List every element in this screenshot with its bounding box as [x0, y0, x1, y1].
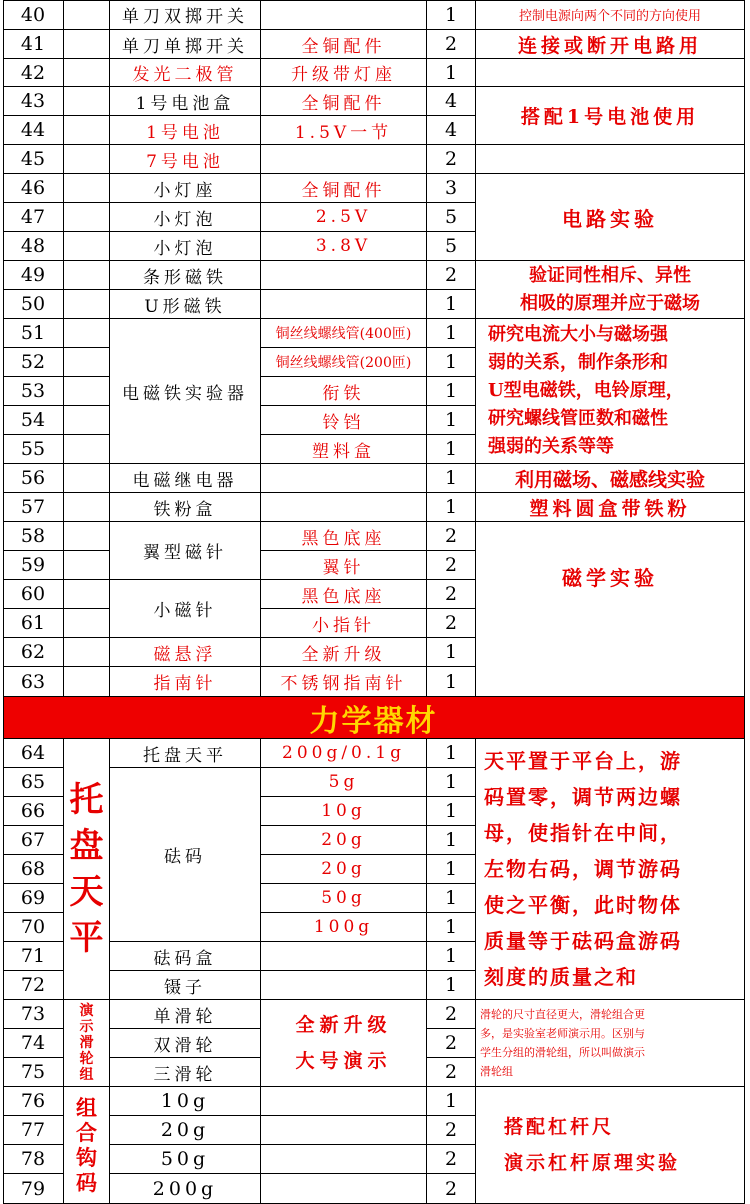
- item-qty: 1: [427, 826, 476, 855]
- row-number: 55: [3, 435, 64, 464]
- row-number: 71: [3, 942, 64, 971]
- item-spec: 全新升级: [261, 638, 427, 667]
- blank-cell: [64, 319, 110, 348]
- row-number: 51: [3, 319, 64, 348]
- item-qty: 1: [427, 768, 476, 797]
- note-pulley-line: 学生分组的滑轮组，所以叫做演示: [480, 1046, 645, 1059]
- item-qty: 2: [427, 1174, 476, 1204]
- row-number: 75: [3, 1058, 64, 1087]
- item-spec: 小指针: [261, 609, 427, 638]
- item-qty: 2: [427, 261, 476, 290]
- item-qty: 1: [427, 739, 476, 768]
- item-name: U形磁铁: [110, 290, 261, 319]
- note-pulley-line: 多，是实验室老师演示用。区别与: [480, 1027, 645, 1040]
- note-balance-line: 码置零，调节两边螺: [484, 785, 682, 809]
- item-qty: 1: [427, 884, 476, 913]
- item-qty: 2: [427, 1000, 476, 1029]
- item-qty: 1: [427, 942, 476, 971]
- item-spec: 不锈钢指南针: [261, 667, 427, 697]
- group-label-hook-line: 钩: [76, 1145, 97, 1170]
- item-qty: 5: [427, 232, 476, 261]
- item-qty: 1: [427, 0, 476, 30]
- note-balance-line: 刻度的质量之和: [484, 965, 638, 989]
- blank-cell: [64, 435, 110, 464]
- item-spec: 黑色底座: [261, 580, 427, 609]
- item-spec: [261, 942, 427, 971]
- row-number: 56: [3, 464, 64, 493]
- row-number: 68: [3, 855, 64, 884]
- item-spec: [261, 464, 427, 493]
- note-switch-single: 连接或断开电路用: [476, 30, 745, 59]
- row-number: 66: [3, 797, 64, 826]
- item-qty: 5: [427, 203, 476, 232]
- note-electromagnet-line: 研究螺线管匝数和磁性: [488, 408, 668, 429]
- item-spec: 10g: [261, 797, 427, 826]
- note-circuit: 电路实验: [476, 174, 745, 261]
- item-qty: 2: [427, 551, 476, 580]
- blank-cell: [64, 261, 110, 290]
- item-spec: 20g: [261, 855, 427, 884]
- blank-cell: [64, 406, 110, 435]
- note-hook-line: 搭配杠杆尺: [504, 1116, 615, 1138]
- item-name: 发光二极管: [110, 59, 261, 87]
- item-qty: 2: [427, 145, 476, 174]
- item-name: 指南针: [110, 667, 261, 697]
- item-spec: 升级带灯座: [261, 59, 427, 87]
- blank-cell: [64, 348, 110, 377]
- group-label-balance: [64, 739, 110, 1000]
- row-number: 65: [3, 768, 64, 797]
- item-spec: 全铜配件: [261, 87, 427, 116]
- group-label-pulley-line: 轮: [79, 1051, 94, 1067]
- row-number: 42: [3, 59, 64, 87]
- row-number: 50: [3, 290, 64, 319]
- row-number: 74: [3, 1029, 64, 1058]
- item-name: 镊子: [110, 971, 261, 1000]
- item-spec: [261, 1087, 427, 1116]
- note-electromagnet-line: 弱的关系，制作条形和: [488, 352, 668, 373]
- note-blank: [476, 145, 745, 174]
- item-name: 砝码盒: [110, 942, 261, 971]
- item-spec: 全铜配件: [261, 30, 427, 59]
- table-top-border: [3, 0, 745, 1]
- item-name: 条形磁铁: [110, 261, 261, 290]
- item-name: 小灯座: [110, 174, 261, 203]
- row-number: 63: [3, 667, 64, 697]
- blank-cell: [64, 667, 110, 697]
- item-qty: 1: [427, 797, 476, 826]
- item-name: 单刀单掷开关: [110, 30, 261, 59]
- row-number: 49: [3, 261, 64, 290]
- item-name: 磁悬浮: [110, 638, 261, 667]
- blank-cell: [64, 87, 110, 116]
- row-number: 47: [3, 203, 64, 232]
- note-hook: [476, 1087, 745, 1204]
- note-iron-powder: 塑料圆盒带铁粉: [476, 493, 745, 522]
- item-spec: 全铜配件: [261, 174, 427, 203]
- item-name-weights: 砝码: [110, 768, 261, 942]
- row-number: 45: [3, 145, 64, 174]
- row-number: 64: [3, 739, 64, 768]
- group-label-pulley-line: 示: [79, 1019, 94, 1035]
- item-qty: 2: [427, 609, 476, 638]
- row-number: 72: [3, 971, 64, 1000]
- item-name: 电磁铁实验器: [110, 319, 261, 464]
- item-spec: 翼针: [261, 551, 427, 580]
- group-label-pulley-line: 滑: [79, 1035, 94, 1051]
- group-label-balance-line: 盘: [69, 826, 104, 866]
- blank-cell: [64, 0, 110, 30]
- item-qty: 2: [427, 1029, 476, 1058]
- note-balance-line: 质量等于砝码盒游码: [484, 929, 682, 953]
- note-battery: 搭配1号电池使用: [476, 87, 745, 145]
- item-qty: 2: [427, 580, 476, 609]
- row-number: 53: [3, 377, 64, 406]
- note-magnet-line: 验证同性相斥、异性: [529, 264, 691, 286]
- item-name: 单刀双掷开关: [110, 0, 261, 30]
- item-name: 7号电池: [110, 145, 261, 174]
- row-number: 62: [3, 638, 64, 667]
- item-qty: 1: [427, 971, 476, 1000]
- blank-cell: [64, 551, 110, 580]
- item-spec: [261, 1174, 427, 1204]
- blank-cell: [64, 522, 110, 551]
- item-qty: 1: [427, 464, 476, 493]
- item-spec: 铃铛: [261, 406, 427, 435]
- row-number: 67: [3, 826, 64, 855]
- item-qty: 1: [427, 319, 476, 348]
- note-switch: 控制电源向两个不同的方向使用: [476, 0, 745, 30]
- item-name: 1号电池: [110, 116, 261, 145]
- note-balance-line: 天平置于平台上，游: [484, 749, 682, 773]
- item-spec: 衔铁: [261, 377, 427, 406]
- blank-cell: [64, 580, 110, 609]
- note-balance-line: 母，使指针在中间，: [484, 821, 682, 845]
- item-spec: 1.5V一节: [261, 116, 427, 145]
- item-qty: 4: [427, 87, 476, 116]
- item-qty: 1: [427, 406, 476, 435]
- item-name: 50g: [110, 1145, 261, 1174]
- note-electromagnet: [476, 319, 745, 464]
- note-pulley: [476, 1000, 745, 1087]
- item-name: 铁粉盒: [110, 493, 261, 522]
- group-label-hook-line: 码: [76, 1170, 97, 1195]
- blank-cell: [64, 377, 110, 406]
- item-spec: 20g: [261, 826, 427, 855]
- item-name: 翼型磁针: [110, 522, 261, 580]
- note-relay: 利用磁场、磁感线实验: [476, 464, 745, 493]
- item-qty: 2: [427, 1145, 476, 1174]
- blank-cell: [64, 232, 110, 261]
- group-label-pulley: [64, 1000, 110, 1087]
- blank-cell: [64, 493, 110, 522]
- item-qty: 1: [427, 59, 476, 87]
- blank-cell: [64, 638, 110, 667]
- row-number: 78: [3, 1145, 64, 1174]
- note-hook-line: 演示杠杆原理实验: [504, 1152, 681, 1174]
- note-electromagnet-line: U型电磁铁，电铃原理，: [488, 380, 684, 401]
- item-spec: 塑料盒: [261, 435, 427, 464]
- row-number: 44: [3, 116, 64, 145]
- blank-cell: [64, 59, 110, 87]
- note-balance-line: 使之平衡，此时物体: [484, 893, 682, 917]
- item-qty: 1: [427, 1087, 476, 1116]
- item-name: 小灯泡: [110, 203, 261, 232]
- row-number: 77: [3, 1116, 64, 1145]
- row-number: 41: [3, 30, 64, 59]
- item-qty: 4: [427, 116, 476, 145]
- item-name: 电磁继电器: [110, 464, 261, 493]
- note-magnetism: 磁学实验: [476, 522, 745, 697]
- item-spec: [261, 290, 427, 319]
- pulley-spec-line: 全新升级: [295, 1014, 392, 1036]
- item-spec: 200g/0.1g: [261, 739, 427, 768]
- note-pulley-line: 滑轮的尺寸直径更大，滑轮组合更: [480, 1008, 645, 1021]
- blank-cell: [64, 609, 110, 638]
- note-electromagnet-line: 强弱的关系等等: [488, 436, 614, 457]
- row-number: 43: [3, 87, 64, 116]
- row-number: 40: [3, 0, 64, 30]
- blank-cell: [64, 203, 110, 232]
- item-spec: [261, 493, 427, 522]
- group-label-balance-line: 平: [69, 918, 104, 958]
- item-name: 三滑轮: [110, 1058, 261, 1087]
- note-pulley-line: 滑轮组: [480, 1065, 513, 1078]
- item-spec: 2.5V: [261, 203, 427, 232]
- group-label-hook-line: 合: [76, 1120, 97, 1145]
- item-name: 托盘天平: [110, 739, 261, 768]
- group-label-pulley-line: 演: [79, 1003, 94, 1019]
- note-magnet: [476, 261, 745, 319]
- group-label-pulley-line: 组: [79, 1067, 94, 1083]
- item-qty: 1: [427, 667, 476, 697]
- item-spec: 50g: [261, 884, 427, 913]
- blank-cell: [64, 174, 110, 203]
- row-number: 69: [3, 884, 64, 913]
- row-number: 59: [3, 551, 64, 580]
- row-number: 54: [3, 406, 64, 435]
- note-magnet-line: 相吸的原理并应于磁场: [520, 292, 700, 314]
- item-qty: 2: [427, 1116, 476, 1145]
- item-qty: 1: [427, 855, 476, 884]
- item-spec: 黑色底座: [261, 522, 427, 551]
- row-number: 76: [3, 1087, 64, 1116]
- section-banner: [3, 697, 745, 739]
- item-spec: [261, 1116, 427, 1145]
- item-name: 小灯泡: [110, 232, 261, 261]
- row-number: 57: [3, 493, 64, 522]
- item-name: 双滑轮: [110, 1029, 261, 1058]
- note-electromagnet-line: 研究电流大小与磁场强: [488, 324, 668, 345]
- item-spec: 3.8V: [261, 232, 427, 261]
- item-spec: [261, 261, 427, 290]
- note-balance: [476, 739, 745, 1000]
- item-name: 单滑轮: [110, 1000, 261, 1029]
- item-spec: 铜丝线螺线管(400匝): [261, 319, 427, 348]
- item-qty: 1: [427, 290, 476, 319]
- row-number: 52: [3, 348, 64, 377]
- group-label-hook: [64, 1087, 110, 1204]
- note-blank: [476, 59, 745, 87]
- item-qty: 2: [427, 522, 476, 551]
- pulley-spec: [261, 1000, 427, 1087]
- item-name: 200g: [110, 1174, 261, 1204]
- item-name: 10g: [110, 1087, 261, 1116]
- item-spec: 5g: [261, 768, 427, 797]
- blank-cell: [64, 30, 110, 59]
- group-label-balance-line: 托: [69, 780, 104, 820]
- item-qty: 1: [427, 913, 476, 942]
- row-number: 70: [3, 913, 64, 942]
- item-qty: 1: [427, 348, 476, 377]
- item-qty: 1: [427, 493, 476, 522]
- item-spec: [261, 1145, 427, 1174]
- blank-cell: [64, 116, 110, 145]
- section-banner-title: 力学器材: [309, 703, 438, 739]
- row-number: 73: [3, 1000, 64, 1029]
- item-qty: 1: [427, 377, 476, 406]
- row-number: 48: [3, 232, 64, 261]
- pulley-spec-line: 大号演示: [295, 1050, 392, 1072]
- item-qty: 2: [427, 30, 476, 59]
- item-name: 20g: [110, 1116, 261, 1145]
- row-number: 60: [3, 580, 64, 609]
- item-spec: [261, 145, 427, 174]
- row-number: 58: [3, 522, 64, 551]
- item-qty: 1: [427, 435, 476, 464]
- item-qty: 3: [427, 174, 476, 203]
- row-number: 79: [3, 1174, 64, 1204]
- item-spec: [261, 971, 427, 1000]
- item-name: 小磁针: [110, 580, 261, 638]
- item-qty: 2: [427, 1058, 476, 1087]
- item-qty: 1: [427, 638, 476, 667]
- row-number: 46: [3, 174, 64, 203]
- row-number: 61: [3, 609, 64, 638]
- item-spec: [261, 0, 427, 30]
- blank-cell: [64, 290, 110, 319]
- item-spec: 铜丝线螺线管(200匝): [261, 348, 427, 377]
- group-label-balance-line: 天: [69, 872, 104, 912]
- blank-cell: [64, 464, 110, 493]
- note-balance-line: 左物右码，调节游码: [484, 857, 682, 881]
- blank-cell: [64, 145, 110, 174]
- item-spec: 100g: [261, 913, 427, 942]
- item-name: 1号电池盒: [110, 87, 261, 116]
- group-label-hook-line: 组: [76, 1095, 97, 1120]
